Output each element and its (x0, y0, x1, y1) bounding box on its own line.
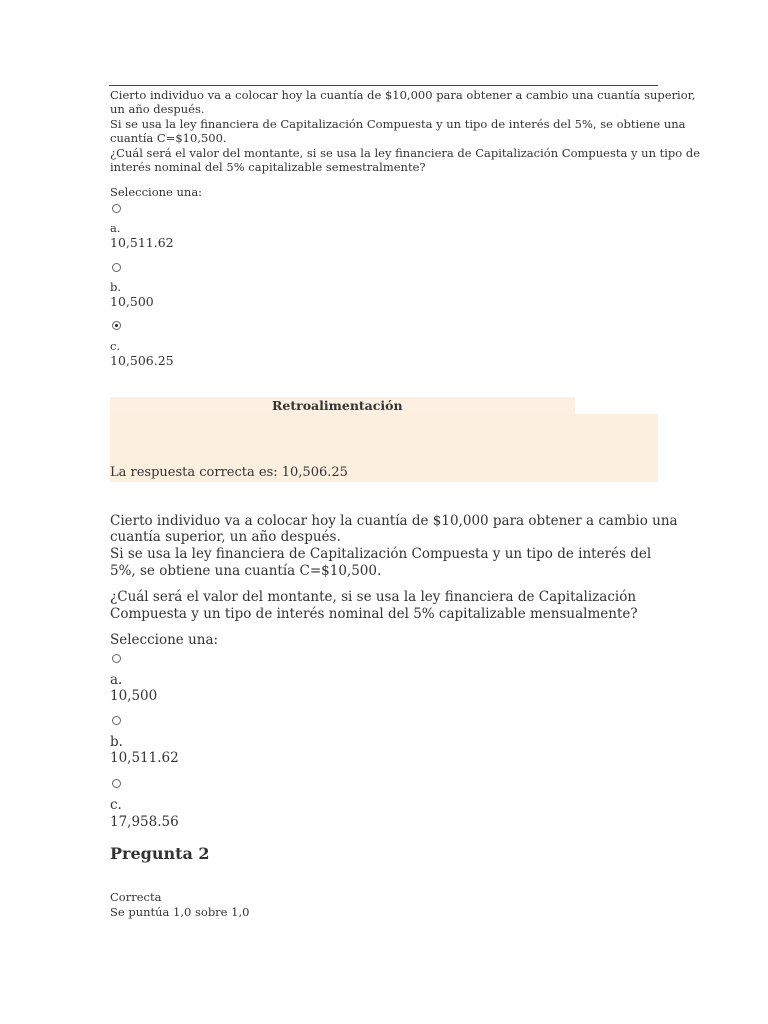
question-1-line: Cierto individuo va a colocar hoy la cuantía de $10,000 para obtener a cambio una cuantía superior, (110, 88, 696, 102)
option-letter: b. (110, 280, 122, 294)
option-letter: c. (110, 339, 121, 353)
correct-answer: La respuesta correcta es: 10,506.25 (110, 465, 348, 480)
question-1-line: interés nominal del 5% capitalizable semestralmente? (110, 160, 426, 174)
radio-option-a[interactable] (112, 654, 121, 663)
option-value: 17,958.56 (110, 814, 179, 830)
option-letter: b. (110, 734, 123, 750)
question-status: Correcta (110, 890, 162, 904)
question-2-line: 5%, se obtiene una cuantía C=$10,500. (110, 563, 382, 579)
radio-option-a[interactable] (112, 204, 121, 213)
feedback-title: Retroalimentación (272, 398, 403, 413)
option-letter: c. (110, 797, 122, 813)
question-1-line: cuantía C=$10,500. (110, 131, 227, 145)
option-value: 10,511.62 (110, 235, 174, 250)
question-score: Se puntúa 1,0 sobre 1,0 (110, 905, 250, 919)
question-2-line: Si se usa la ley financiera de Capitalización Compuesta y un tipo de interés del (110, 546, 652, 562)
radio-option-c-selected[interactable] (112, 321, 121, 330)
option-value: 10,506.25 (110, 353, 174, 368)
divider (109, 85, 658, 86)
question-1-line: Si se usa la ley financiera de Capitalización Compuesta y un tipo de interés del 5%, se obtiene una (110, 117, 686, 131)
question-1-line: ¿Cuál será el valor del montante, si se usa la ley financiera de Capitalización Compuesta y un tipo de (110, 146, 701, 160)
option-letter: a. (110, 672, 123, 688)
option-letter: a. (110, 221, 121, 235)
question-1-line: un año después. (110, 102, 205, 116)
select-label: Seleccione una: (110, 632, 219, 648)
question-2-line: Compuesta y un tipo de interés nominal del 5% capitalizable mensualmente? (110, 606, 638, 622)
question-2-line: cuantía superior, un año después. (110, 529, 341, 545)
select-label: Seleccione una: (110, 185, 203, 199)
question-2-line: Cierto individuo va a colocar hoy la cuantía de $10,000 para obtener a cambio una (110, 513, 678, 529)
radio-option-b[interactable] (112, 263, 121, 272)
question-2-line: ¿Cuál será el valor del montante, si se usa la ley financiera de Capitalización (110, 589, 637, 605)
option-value: 10,500 (110, 688, 158, 704)
option-value: 10,500 (110, 294, 154, 309)
radio-option-b[interactable] (112, 716, 121, 725)
option-value: 10,511.62 (110, 750, 179, 766)
radio-option-c[interactable] (112, 779, 121, 788)
question-heading: Pregunta 2 (110, 844, 210, 863)
